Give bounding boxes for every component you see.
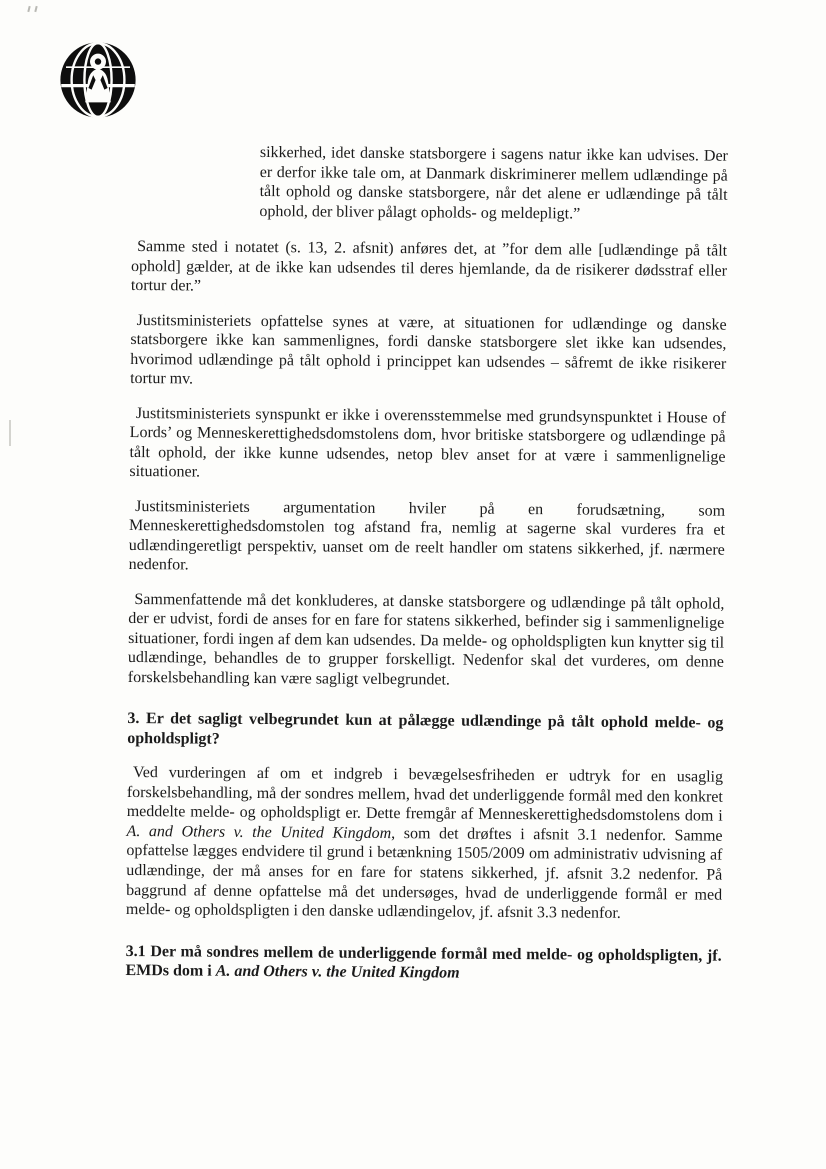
globe-person-logo	[58, 40, 138, 120]
paragraph-notat: Samme sted i notatet (s. 13, 2. afsnit) anføres det, at ”for dem alle [udlændinge på tålt ophold] gælder, at de ikke kan udsendes til deres hjemlande, da de risikerer dødsstraf eller tortur der.”	[130, 238, 728, 295]
quote-block: sikkerhed, idet danske statsborgere i sagens natur ikke kan udvises. Der er derfor ikke tale om, at Danmark diskriminerer mellem udlændinge på tålt ophold og danske statsborgere, når det alene er udlændinge på tålt ophold, der bliver pålagt opholds- og meldepligt.”	[259, 144, 728, 223]
paragraph-sammenfattende: Sammenfattende må det konkluderes, at danske statsborgere og udlændinge på tålt ophold, der er udvist, fordi de anses for en fare for statens sikkerhed, befinder sig i sammenlignelige situationer, fordi ingen af dem kan udsendes. Da melde- og opholdspligten kun knytter sig til udlændinge, behandles de to grupper forskelligt. Nedenfor skal det vurderes, om denne forskelsbehandling kan være sagligt velbegrundet.	[127, 590, 725, 689]
section-heading-3: 3. Er det sagligt velbegrundet kun at pålægge udlændinge på tålt ophold melde- og opholdspligt?	[127, 710, 724, 748]
scan-artifact-ticks	[28, 6, 42, 14]
paragraph-text-before-case: Ved vurderingen af om et indgreb i bevægelsesfriheden er udtryk for en usaglig forskelsbehandling, må der sondres mellem, hvad det underliggende formål med den konkret meddelte melde- og opholdspligt er. Dette fremgår af Menneskerettighedsdomstolens dom i	[126, 764, 724, 826]
paragraph-jm-synspunkt: Justitsministeriets synspunkt er ikke i overensstemmelse med grundsynspunktet i House of Lords’ og Menneskerettighedsdomstolens dom, hvor britiske statsborgere og udlændinge på tålt ophold, der ikke kunne udsendes, netop blev anset for at være i sammenlignelige situationer.	[129, 404, 726, 481]
case-name-italic: A. and Others v. the United Kingdom	[215, 962, 460, 982]
case-name-italic: A. and Others v. the United Kingdom	[126, 822, 392, 843]
scan-artifact-dash	[9, 420, 11, 446]
paragraph-text-after-case: , som det drøftes i afsnit 3.1 nedenfor. Samme opfattelse lægges endvidere til grund i betænkning 1505/2009 om administrativ udvisning af udlændinge, der må anses for en fare for statens sikkerhed, jf. afsnit 3.2 nedenfor. På baggrund af denne opfattelse må det undersøges, hvad de underliggende formål er med melde- og opholdspligten i den danske udlændingelov, jf. afsnit 3.3 nedenfor.	[125, 825, 723, 922]
paragraph-jm-opfattelse: Justitsministeriets opfattelse synes at være, at situationen for udlændinge og danske statsborgere ikke kan sammenlignes, fordi danske statsborgere slet ikke kan udsendes, hvorimod udlændinge på tålt ophold i princippet kan udsendes – såfremt de ikke risikerer tortur mv.	[130, 311, 727, 388]
section-heading-3-1	[125, 942, 721, 986]
heading-text: 3.1 Der må sondres mellem de underliggende formål med melde- og opholdspligten, jf. EMDs dom i	[125, 942, 722, 980]
paragraph-vurdering	[126, 763, 723, 924]
paragraph-jm-argumentation: Justitsministeriets argumentation hviler på en forudsætning, som Menneskerettighedsdomstolen tog afstand fra, nemlig at sagerne skal vurderes fra et udlændingeretligt perspektiv, uanset om de reelt handler om statens sikkerhed, jf. nærmere nedenfor.	[128, 497, 726, 574]
document-body	[125, 142, 728, 1000]
